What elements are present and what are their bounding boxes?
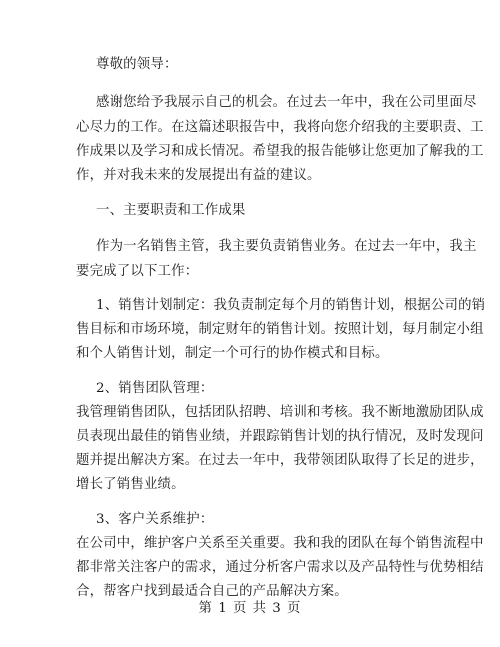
intro-line: 作，并对我未来的发展提出有益的建议。 <box>76 168 321 183</box>
item2-heading: 2、销售团队管理： <box>96 381 214 396</box>
intro-line: 心尽力的工作。在这篇述职报告中，我将向您介绍我的主要职责、工 <box>76 120 484 135</box>
section-heading: 一、主要职责和工作成果 <box>96 203 246 218</box>
item3-heading: 3、客户关系维护： <box>96 512 214 527</box>
item2-line: 题并提出解决方案。在过去一年中，我带领团队取得了长足的进步， <box>76 453 484 468</box>
item2-line: 增长了销售业绩。 <box>76 477 185 492</box>
section-intro-line: 要完成了以下工作： <box>76 264 199 279</box>
intro-line: 作成果以及学习和成长情况。希望我的报告能够让您更加了解我的工 <box>76 144 484 159</box>
section-intro-line: 作为一名销售主管，我主要负责销售业务。在过去一年中，我主 <box>96 239 477 254</box>
item3-line: 合，帮客户找到最适合自己的产品解决方案。 <box>76 584 348 599</box>
intro-line: 感谢您给予我展示自己的机会。在过去一年中，我在公司里面尽 <box>96 95 477 110</box>
item3-line: 都非常关注客户的需求，通过分析客户需求以及产品特性与优势相结 <box>76 560 484 575</box>
item1-line: 和个人销售计划，制定一个可行的协作模式和目标。 <box>76 346 389 361</box>
item2-line: 我管理销售团队，包括团队招聘、培训和考核。我不断地激励团队成 <box>76 405 484 420</box>
page-indicator: 第 1 页 共 3 页 <box>198 601 302 616</box>
item3-line: 在公司中，维护客户关系至关重要。我和我的团队在每个销售流程中 <box>76 536 484 551</box>
salutation: 尊敬的领导： <box>96 57 178 72</box>
item1-line: 1、销售计划制定：我负责制定每个月的销售计划，根据公司的销 <box>96 298 486 313</box>
item1-line: 售目标和市场环境，制定财年的销售计划。按照计划，每月制定小组 <box>76 322 484 337</box>
item2-line: 员表现出最佳的销售业绩，并跟踪销售计划的执行情况，及时发现问 <box>76 429 484 444</box>
